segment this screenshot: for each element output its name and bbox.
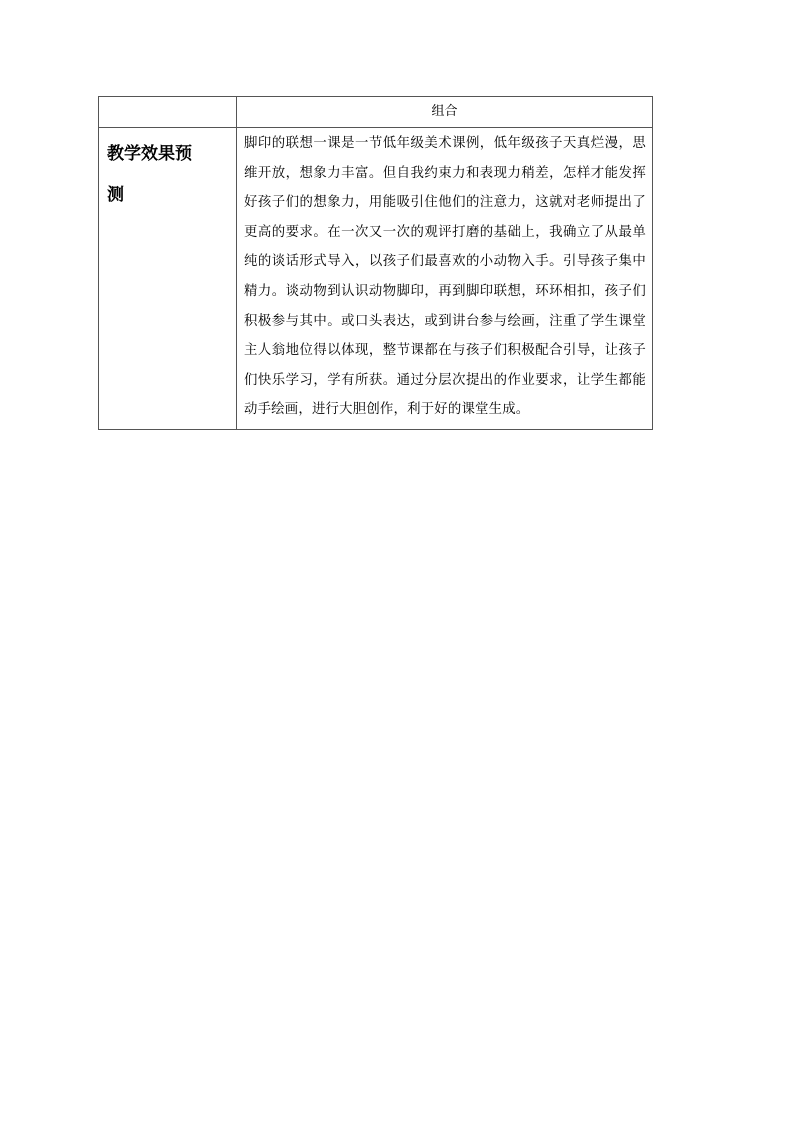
row-label: 教学效果预测 <box>107 144 192 205</box>
row-label-cell <box>99 128 237 430</box>
lesson-table <box>98 96 653 430</box>
row-content-cell <box>237 128 653 430</box>
effect-prediction-row <box>99 128 653 430</box>
row-content-text: 脚印的联想一课是一节低年级美术课例，低年级孩子天真烂漫，思维开放，想象力丰富。但自我约束力和表现力稍差，怎样才能发挥好孩子们的想象力，用能吸引住他们的注意力，这就对老师提出了更高的要求。在一次又一次的观评打磨的基础上，我确立了从最单纯的谈话形式导入，以孩子们最喜欢的小动物入手。引导孩子集中精力。谈动物到认识动物脚印，再到脚印联想，环环相扣，孩子们积极参与其中。或口头表达，或到讲台参与绘画，注重了学生课堂主人翁地位得以体现，整节课都在与孩子们积极配合引导，让孩子们快乐学习，学有所获。通过分层次提出的作业要求，让学生都能动手绘画，进行大胆创作，利于好的课堂生成。 <box>244 136 646 418</box>
header-content-cell: 组合 <box>237 97 653 128</box>
header-label-cell <box>99 97 237 128</box>
header-row <box>99 97 653 128</box>
